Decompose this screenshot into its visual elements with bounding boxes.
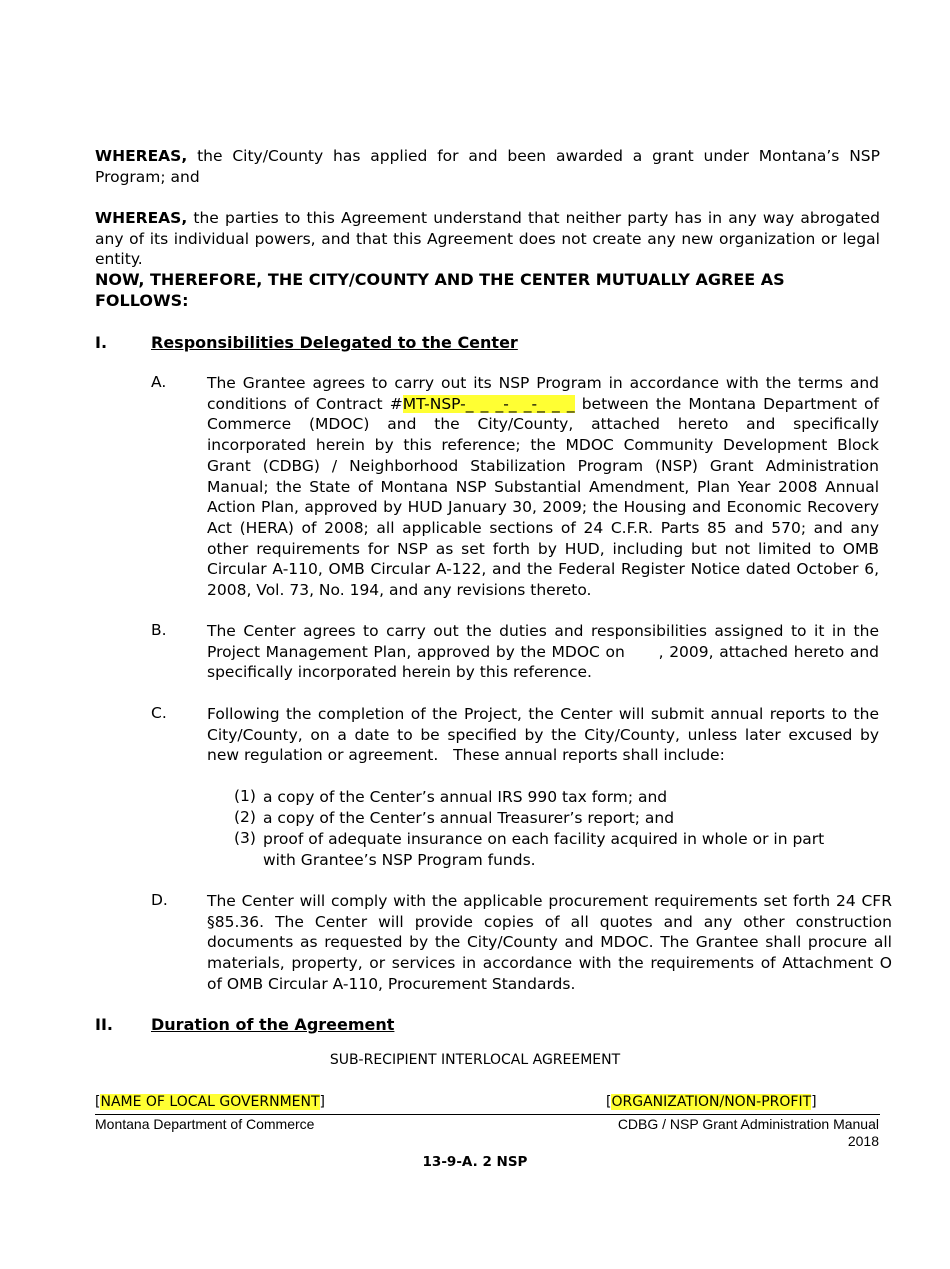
organization-placeholder: [ORGANIZATION/NON-PROFIT] <box>606 1094 817 1110</box>
section-2-number: II. <box>95 1015 113 1034</box>
report-1-text: a copy of the Center’s annual IRS 990 tax form; and <box>263 788 668 806</box>
section-1-number: I. <box>95 333 108 352</box>
whereas-paragraph-1 <box>95 146 880 187</box>
report-3-number: (3) <box>234 829 256 847</box>
item-a-after: between the Montana Department of Commerce (MDOC) and the City/County, attached hereto and specifically incorporated herein by this reference; the MDOC Community Development Block Grant (CDBG) / Neighborhood Stabilization Program (NSP) Grant Administration Manual; the State of Montana NSP Substantial Amendment, Plan Year 2008 Annual Action Plan, approved by HUD January 30, 2009; the Housing and Economic Recovery Act (HERA) of 2008; all applicable sections of 24 C.F.R. Parts 85 and 570; and any other requirements for NSP as set forth by HUD, including but not limited to OMB Circular A-110, OMB Circular A-122, and the Federal Register Notice dated October 6, 2008, Vol. 73, No. 194, and any revisions thereto. <box>207 394 879 600</box>
local-government-placeholder: [NAME OF LOCAL GOVERNMENT] <box>95 1094 326 1110</box>
report-2-number: (2) <box>234 808 256 826</box>
footer-department: Montana Department of Commerce <box>95 1116 315 1132</box>
footer-manual <box>618 1116 879 1150</box>
item-d-letter: D. <box>151 891 168 909</box>
whereas-lead: WHEREAS, <box>95 147 188 165</box>
item-c-letter: C. <box>151 704 167 722</box>
item-d-text: The Center will comply with the applicable procurement requirements set forth 24 CFR §85.36. The Center will provide copies of all quotes and any other construction documents as requested by the City/County and MDOC. The Grantee shall procure all materials, property, or services in accordance with the requirements of Attachment O of OMB Circular A-110, Procurement Standards. <box>207 892 892 993</box>
item-a-text <box>207 373 879 601</box>
item-a-letter: A. <box>151 373 167 391</box>
footer-manual-year: 2018 <box>847 1133 879 1149</box>
whereas-paragraph-2 <box>95 208 880 270</box>
item-c-text: Following the completion of the Project, the Center will submit annual reports to the City/County, on a date to be specified by the City/County, unless later excused by new regulation or agreement. These annual reports shall include: <box>207 705 884 765</box>
whereas-text: the City/County has applied for and been awarded a grant under Montana’s NSP Program; and <box>95 147 880 186</box>
section-1-title: Responsibilities Delegated to the Center <box>151 333 518 352</box>
organization-label: ORGANIZATION/NON-PROFIT <box>611 1094 812 1110</box>
section-2-title: Duration of the Agreement <box>151 1015 395 1034</box>
footer-manual-title: CDBG / NSP Grant Administration Manual <box>617 1116 879 1132</box>
item-a-before: The Grantee agrees to carry out its NSP Program in accordance with the terms and conditions of Contract # <box>207 374 879 413</box>
whereas-text: the parties to this Agreement understand that neither party has in any way abrogated any of its individual powers, and that this Agreement does not create any new organization or legal entity. <box>95 209 880 269</box>
footer-divider <box>95 1114 880 1115</box>
local-government-label: NAME OF LOCAL GOVERNMENT <box>100 1094 320 1110</box>
page-number: 13-9-A. 2 NSP <box>422 1154 528 1170</box>
report-2-text: a copy of the Center’s annual Treasurer’s report; and <box>263 809 675 827</box>
item-b-letter: B. <box>151 621 167 639</box>
whereas-lead: WHEREAS, <box>95 209 188 227</box>
report-1-number: (1) <box>234 787 256 805</box>
contract-number-highlight: MT-NSP-_ _ _-_ _-_ _ _ <box>402 394 575 413</box>
footer-document-title: SUB-RECIPIENT INTERLOCAL AGREEMENT <box>329 1052 621 1068</box>
report-3-text: proof of adequate insurance on each facility acquired in whole or in part with Grantee’s NSP Program funds. <box>263 830 825 869</box>
item-b-text: The Center agrees to carry out the duties and responsibilities assigned to it in the Project Management Plan, approved by the MDOC on , 2009, attached hereto and specifically incorporated herein by this reference. <box>207 622 884 682</box>
agree-heading: NOW, THEREFORE, THE CITY/COUNTY AND THE CENTER MUTUALLY AGREE AS FOLLOWS: <box>95 270 785 310</box>
